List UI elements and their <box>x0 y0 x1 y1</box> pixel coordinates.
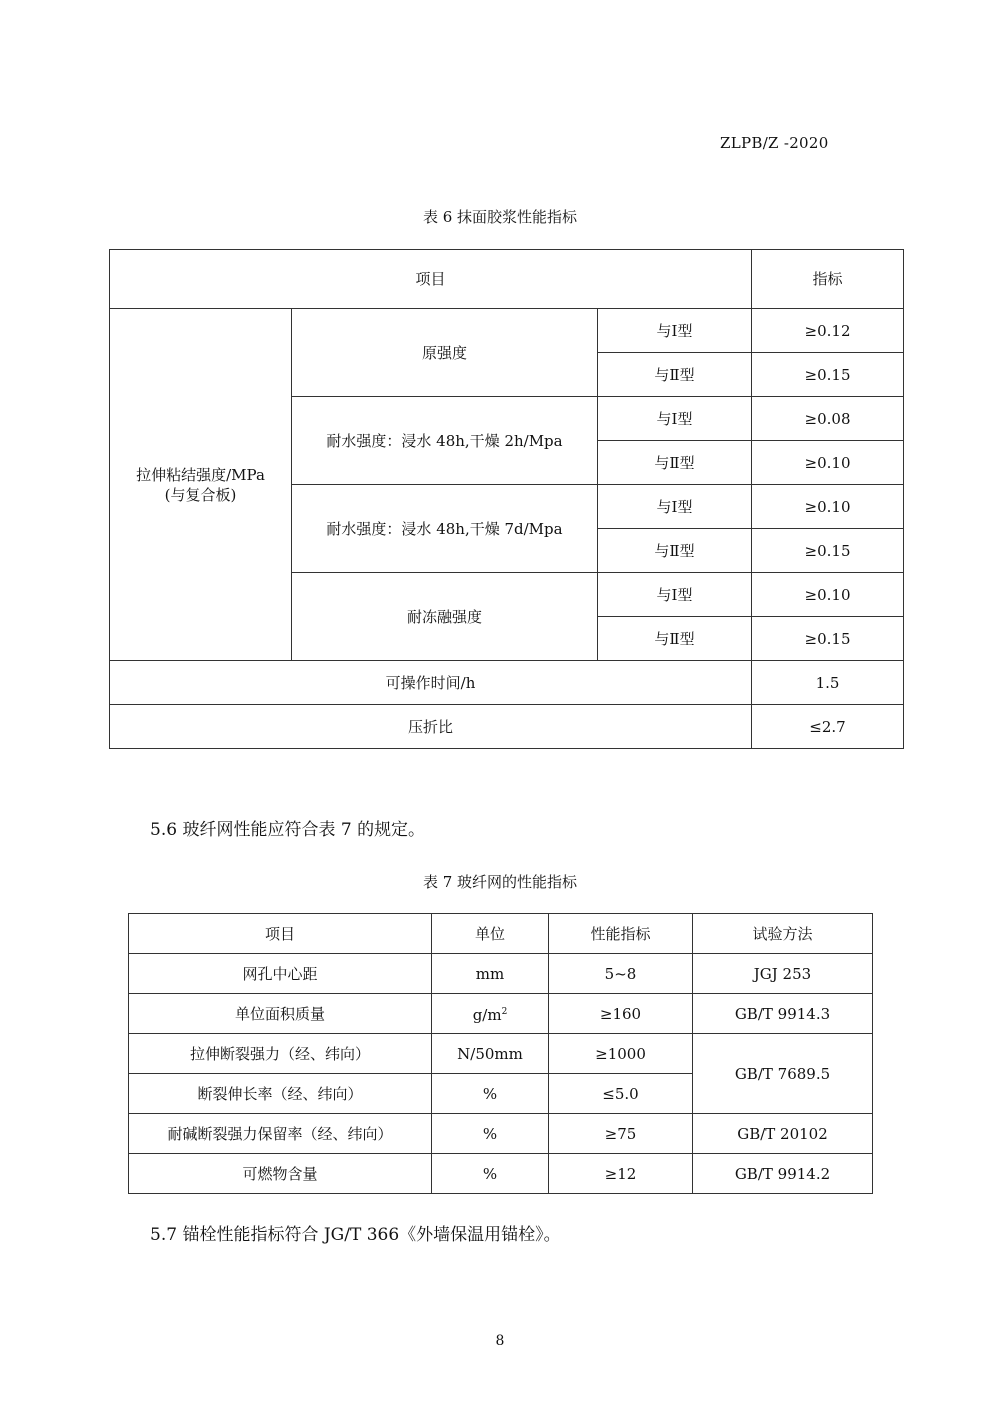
table-row <box>110 309 904 353</box>
item-cell: 耐碱断裂强力保留率（经、纬向） <box>129 1114 432 1154</box>
value-cell: ≥0.12 <box>752 309 904 353</box>
extra-item: 可操作时间/h <box>110 661 752 705</box>
value-cell: ≥12 <box>549 1154 693 1194</box>
unit-text: g/m <box>472 1006 502 1024</box>
unit-cell: mm <box>432 954 549 994</box>
item-cell: 单位面积质量 <box>129 994 432 1034</box>
subgroup-name: 耐冻融强度 <box>292 573 598 661</box>
subgroup-name: 耐水强度：浸水 48h,干燥 7d/Mpa <box>292 485 598 573</box>
value-cell: ≥0.15 <box>752 353 904 397</box>
value-cell: ≥1000 <box>549 1034 693 1074</box>
type-cell: 与Ⅱ型 <box>598 529 752 573</box>
table-row <box>110 250 904 309</box>
unit-cell: % <box>432 1074 549 1114</box>
group-label-line1: 拉伸粘结强度/MPa <box>136 465 265 484</box>
type-cell: 与Ⅱ型 <box>598 441 752 485</box>
table7-caption: 表 7 玻纤网的性能指标 <box>422 873 578 891</box>
type-cell: 与Ⅰ型 <box>598 397 752 441</box>
value-cell: ≥0.10 <box>752 573 904 617</box>
paragraph-5-6: 5.6 玻纤网性能应符合表 7 的规定。 <box>150 820 426 840</box>
value-cell: ≥75 <box>549 1114 693 1154</box>
table-row <box>129 1114 873 1154</box>
table-row <box>110 661 904 705</box>
value-cell: ≥0.10 <box>752 485 904 529</box>
table6-header-item: 项目 <box>110 250 752 309</box>
value-cell: ≤5.0 <box>549 1074 693 1114</box>
table-row <box>129 994 873 1034</box>
type-cell: 与Ⅱ型 <box>598 353 752 397</box>
extra-item: 压折比 <box>110 705 752 749</box>
paragraph-5-7: 5.7 锚栓性能指标符合 JG/T 366《外墙保温用锚栓》。 <box>150 1225 561 1245</box>
value-cell: ≥0.15 <box>752 529 904 573</box>
table-row <box>110 705 904 749</box>
subgroup-name: 耐水强度：浸水 48h,干燥 2h/Mpa <box>292 397 598 485</box>
unit-cell: % <box>432 1154 549 1194</box>
group-label-line2: (与复合板) <box>164 485 237 504</box>
value-cell: ≥160 <box>549 994 693 1034</box>
extra-value: 1.5 <box>752 661 904 705</box>
extra-value: ≤2.7 <box>752 705 904 749</box>
unit-cell <box>432 994 549 1034</box>
type-cell: 与Ⅰ型 <box>598 573 752 617</box>
method-cell: GB/T 9914.2 <box>693 1154 873 1194</box>
table-row <box>129 954 873 994</box>
item-cell: 网孔中心距 <box>129 954 432 994</box>
type-cell: 与Ⅱ型 <box>598 617 752 661</box>
value-cell: ≥0.10 <box>752 441 904 485</box>
unit-cell: N/50mm <box>432 1034 549 1074</box>
method-cell: JGJ 253 <box>693 954 873 994</box>
table6-group-label <box>110 309 292 661</box>
table6-header-index: 指标 <box>752 250 904 309</box>
value-cell: ≥0.15 <box>752 617 904 661</box>
value-cell: ≥0.08 <box>752 397 904 441</box>
table6 <box>109 249 904 749</box>
item-cell: 可燃物含量 <box>129 1154 432 1194</box>
table7-header-item: 项目 <box>129 914 432 954</box>
subgroup-name: 原强度 <box>292 309 598 397</box>
table-row <box>129 1034 873 1074</box>
table7-header-method: 试验方法 <box>693 914 873 954</box>
item-cell: 断裂伸长率（经、纬向） <box>129 1074 432 1114</box>
item-cell: 拉伸断裂强力（经、纬向） <box>129 1034 432 1074</box>
unit-superscript: 2 <box>501 1007 508 1017</box>
document-code: ZLPB/Z -2020 <box>720 134 829 152</box>
table7 <box>128 913 873 1194</box>
page-number: 8 <box>495 1333 505 1349</box>
table7-header-unit: 单位 <box>432 914 549 954</box>
method-cell: GB/T 7689.5 <box>693 1034 873 1114</box>
method-cell: GB/T 20102 <box>693 1114 873 1154</box>
table6-caption: 表 6 抹面胶浆性能指标 <box>422 208 578 226</box>
table-row <box>129 1154 873 1194</box>
type-cell: 与Ⅰ型 <box>598 485 752 529</box>
unit-cell: % <box>432 1114 549 1154</box>
type-cell: 与Ⅰ型 <box>598 309 752 353</box>
method-cell: GB/T 9914.3 <box>693 994 873 1034</box>
value-cell: 5~8 <box>549 954 693 994</box>
table7-header-value: 性能指标 <box>549 914 693 954</box>
table-row <box>129 914 873 954</box>
